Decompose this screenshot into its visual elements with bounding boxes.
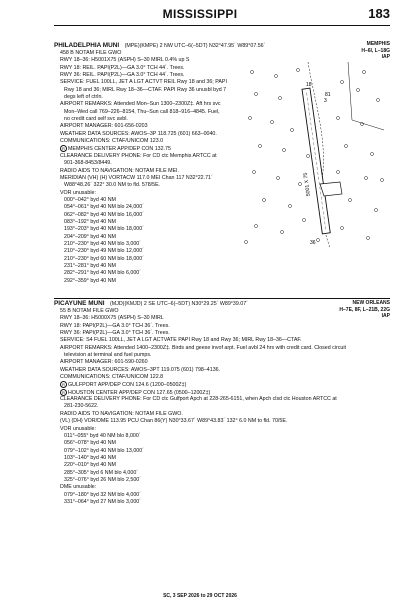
airport2-line: (VL) (DH) VOR/DME 113.95 PCU Chan 86(Y) N30°33.67´ W89°43.83´ 132° 6.0 NM to fld. 70/5E.: [60, 418, 288, 425]
airport1-header-info: (MPE)(KMPE) 2 NW UTC–6(–5DT) N32°47.95´ W89°07.56´: [124, 43, 266, 49]
airport1-line: 282°–291° byd 40 NM blo 6,000´: [64, 270, 141, 277]
airport1-line: [54, 145, 227, 152]
airport1-line: 062°–082° byd 40 NM blo 16,000´: [64, 211, 144, 218]
airport1-details: [54, 50, 227, 285]
runway-end-18: 18: [306, 82, 312, 88]
airport1-line: VOR unusable:: [60, 189, 96, 196]
radar-symbol-icon: R: [60, 145, 67, 152]
airport2-line: 331°–064° byd 27 NM blo 3,000´: [64, 498, 141, 505]
airport1-line: CLEARANCE DELIVERY PHONE: For CD ctc Memphis ARTCC at: [60, 152, 217, 159]
airport2-header-info: (MJD)(KMJD) 2 SE UTC–6(–5DT) N30°29.25´ W89°39.07´: [110, 301, 248, 307]
airport1-line: 210°–230° byd 60 NM blo 18,000´: [64, 255, 144, 262]
airport2-line: 281-230-5622.: [64, 403, 99, 410]
radar-symbol-icon: R: [60, 381, 67, 388]
airport1-side-info: [361, 41, 390, 61]
airport2-name: PICAYUNE MUNI: [54, 300, 105, 307]
airport2-side-info: [339, 300, 390, 320]
airport1-line: RWY 18–36: H5001X75 (ASPH) S–30 MIRL 0.4% up S: [60, 57, 190, 64]
airport2-line: SERVICE: S4 FUEL 100LL, JET A LGT ACTVATE PAPI Rwy 18 and Rwy 36; MIRL Rwy 18–36—CTAF.: [60, 337, 302, 344]
header-rule: [54, 25, 390, 26]
state-title: MISSISSIPPI: [162, 7, 238, 21]
airport2-line: [54, 389, 346, 396]
airport2-line: 103°–140° byd 40 NM: [64, 454, 116, 461]
airport2-side-charts: H–7E, 8F, L–21B, 22G: [339, 306, 390, 313]
airport2-line: 285°–305° byd 6 NM blo 4,000´: [64, 469, 139, 476]
airport2-line: CLEARANCE DELIVERY PHONE: For CD ctc Gulfport Apch at 228-265-6151, when Apch clsd ctc Houston ARTCC at: [60, 396, 337, 403]
airport1-line: RWY 18: REIL. PAPI(P2L)—GA 3.0° TCH 44´. Trees.: [60, 64, 185, 71]
airport2-line: DME unusable:: [60, 484, 97, 491]
airport1-line: AIRPORT REMARKS: Attended Mon–Sun 1300–2300Z‡. Aft hrs svc: [60, 101, 221, 108]
runway-18-36: [302, 88, 330, 234]
airport1-line: 292°–359° byd 40 NM: [64, 277, 116, 284]
airport2-line: RWY 18–36: H5000X75 (ASPH) S–30 MIRL: [60, 315, 164, 322]
page-footer: SC, 3 SEP 2026 to 29 OCT 2026: [163, 593, 237, 599]
airport1-line: COMMUNICATIONS: CTAF/UNICOM 123.0: [60, 138, 164, 145]
radar-symbol-icon: R: [60, 389, 67, 396]
airport2-line: 056°–078° byd 40 NM: [64, 440, 116, 447]
airport1-line: Mon–Wed call 769–226–8154, Thu–Sun call 818–916–4845. Fuel,: [64, 108, 220, 115]
airport2-line: 079°–102° byd 40 NM blo 13,000´: [64, 447, 144, 454]
airport2-line: WEATHER DATA SOURCES: AWOS–3PT 119.075 (601) 798–4136.: [60, 366, 221, 373]
airport1-line: Rwy 18 and 36; MIRL Rwy 18–36—CTAF. PAPI Rwy 36 unusbl byd 7: [64, 86, 227, 93]
airport1-line: 204°–209° byd 40 NM: [64, 233, 116, 240]
airport1-line: 193°–203° byd 40 NM blo 18,000´: [64, 226, 144, 233]
airport1-line-text: MEMPHIS CENTER APP/DEP CON 132.75: [68, 146, 171, 153]
runway-shape: [302, 88, 330, 234]
runway-end-36: 36: [310, 240, 316, 246]
airport1-side-charts: H–6I, L–18G: [361, 47, 390, 54]
runway-dimension-label: 5001 X 75: [302, 172, 312, 197]
airport2-line: AIRPORT MANAGER: 601-590-0260: [60, 359, 148, 366]
airport1-line: SERVICE: FUEL 100LL, JET A LGT ACTVT REIL Rwy 18 and 36; PAPI: [60, 79, 227, 86]
airport2-line: 325°–076° byd 26 NM blo 2,500´: [64, 476, 141, 483]
airport1-line: degs left of ctrln.: [64, 94, 103, 101]
airport1-line: 210°–230° byd 40 NM blo 3,000´: [64, 240, 141, 247]
apron-shape: [320, 182, 342, 196]
airport2-line: television at terminal and fuel pumps.: [64, 352, 152, 359]
airport1-line: 210°–230° byd 49 NM blo 12,000´: [64, 248, 144, 255]
airport1-name: PHILADELPHIA MUNI: [54, 42, 120, 49]
road-line: [348, 62, 384, 130]
airport2-line-text: HOUSTON CENTER APP/DEP CON 127.65 (0500–1200Z‡): [68, 389, 211, 396]
airport1-line: RWY 36: REIL. PAPI(P2L)—GA 3.0° TCH 44´. Trees.: [60, 72, 185, 79]
airport2-line: RWY 36: PAPI(P2L)—GA 3.0° TCH 36´. Trees.: [60, 330, 170, 337]
airport1-line: 458 B NOTAM FILE GWO: [60, 50, 122, 56]
airport1-line: W88°48.26´ 322° 30.0 NM to fld. 578/5E.: [64, 182, 161, 189]
airport1-line: 083°–192° byd 40 NM: [64, 218, 116, 225]
airport2-line: 079°–180° byd 32 NM blo 4,000´: [64, 491, 141, 498]
airport2-line: AIRPORT REMARKS: Attended 1400–2300Z‡. Birds and geese invof arpt. Fuel avbl 24 hrs with credit card. Closed circuit: [60, 344, 346, 351]
page-number: 183: [368, 6, 390, 21]
airport2-line: RWY 18: PAPI(P2L)—GA 3.0° TCH 36´. Trees.: [60, 322, 170, 329]
airport1-side-iap: IAP: [381, 54, 390, 61]
airport2-line: [54, 381, 346, 388]
section-divider: [54, 298, 390, 299]
airport1-side-region: MEMPHIS: [366, 41, 390, 47]
airport1-line: no credit card self svc avbl.: [64, 116, 128, 123]
airport2-line: 011°–055° byd 40 NM blo 8,000´: [64, 432, 141, 439]
airport2-side-region: NEW ORLEANS: [352, 300, 390, 306]
airport2-line: 220°–010° byd 40 NM: [64, 462, 116, 469]
airport1-line: WEATHER DATA SOURCES: AWOS–3P 118.725 (601) 663–0040.: [60, 130, 217, 137]
airport1-line: RADIO AIDS TO NAVIGATION: NOTAM FILE MEI.: [60, 167, 180, 174]
airport1-line: 000°–042° byd 40 NM: [64, 196, 116, 203]
airport2-line-text: GULFPORT APP/DEP CON 124.6 (1200–0500Z‡): [68, 382, 187, 389]
airport2-details: [54, 308, 346, 506]
airport1-line: 901-368-8453/8449.: [64, 160, 112, 167]
airport-diagram: [238, 60, 388, 250]
airport1-line: 054°–061° byd 40 NM blo 24,000´: [64, 204, 144, 211]
airport2-side-iap: IAP: [381, 313, 390, 320]
airport1-line: MERIDIAN (VH) (H) VORTACW 117.0 MEI Chan 117 N32°22.71´: [60, 174, 213, 181]
airport2-line: COMMUNICATIONS: CTAF/UNICOM 122.8: [60, 374, 164, 381]
airport2-line: VOR unusable:: [60, 425, 96, 432]
airport2-line: 55 B NOTAM FILE GWO: [60, 308, 119, 314]
elevation-label-2: 3: [324, 98, 327, 104]
airport1-line: AIRPORT MANAGER: 601-656-0203: [60, 123, 148, 130]
airport1-line: 231°–281° byd 40 NM: [64, 262, 116, 269]
elevation-label: 81: [325, 92, 331, 98]
airport2-line: RADIO AIDS TO NAVIGATION: NOTAM FILE GWO.: [60, 410, 183, 417]
